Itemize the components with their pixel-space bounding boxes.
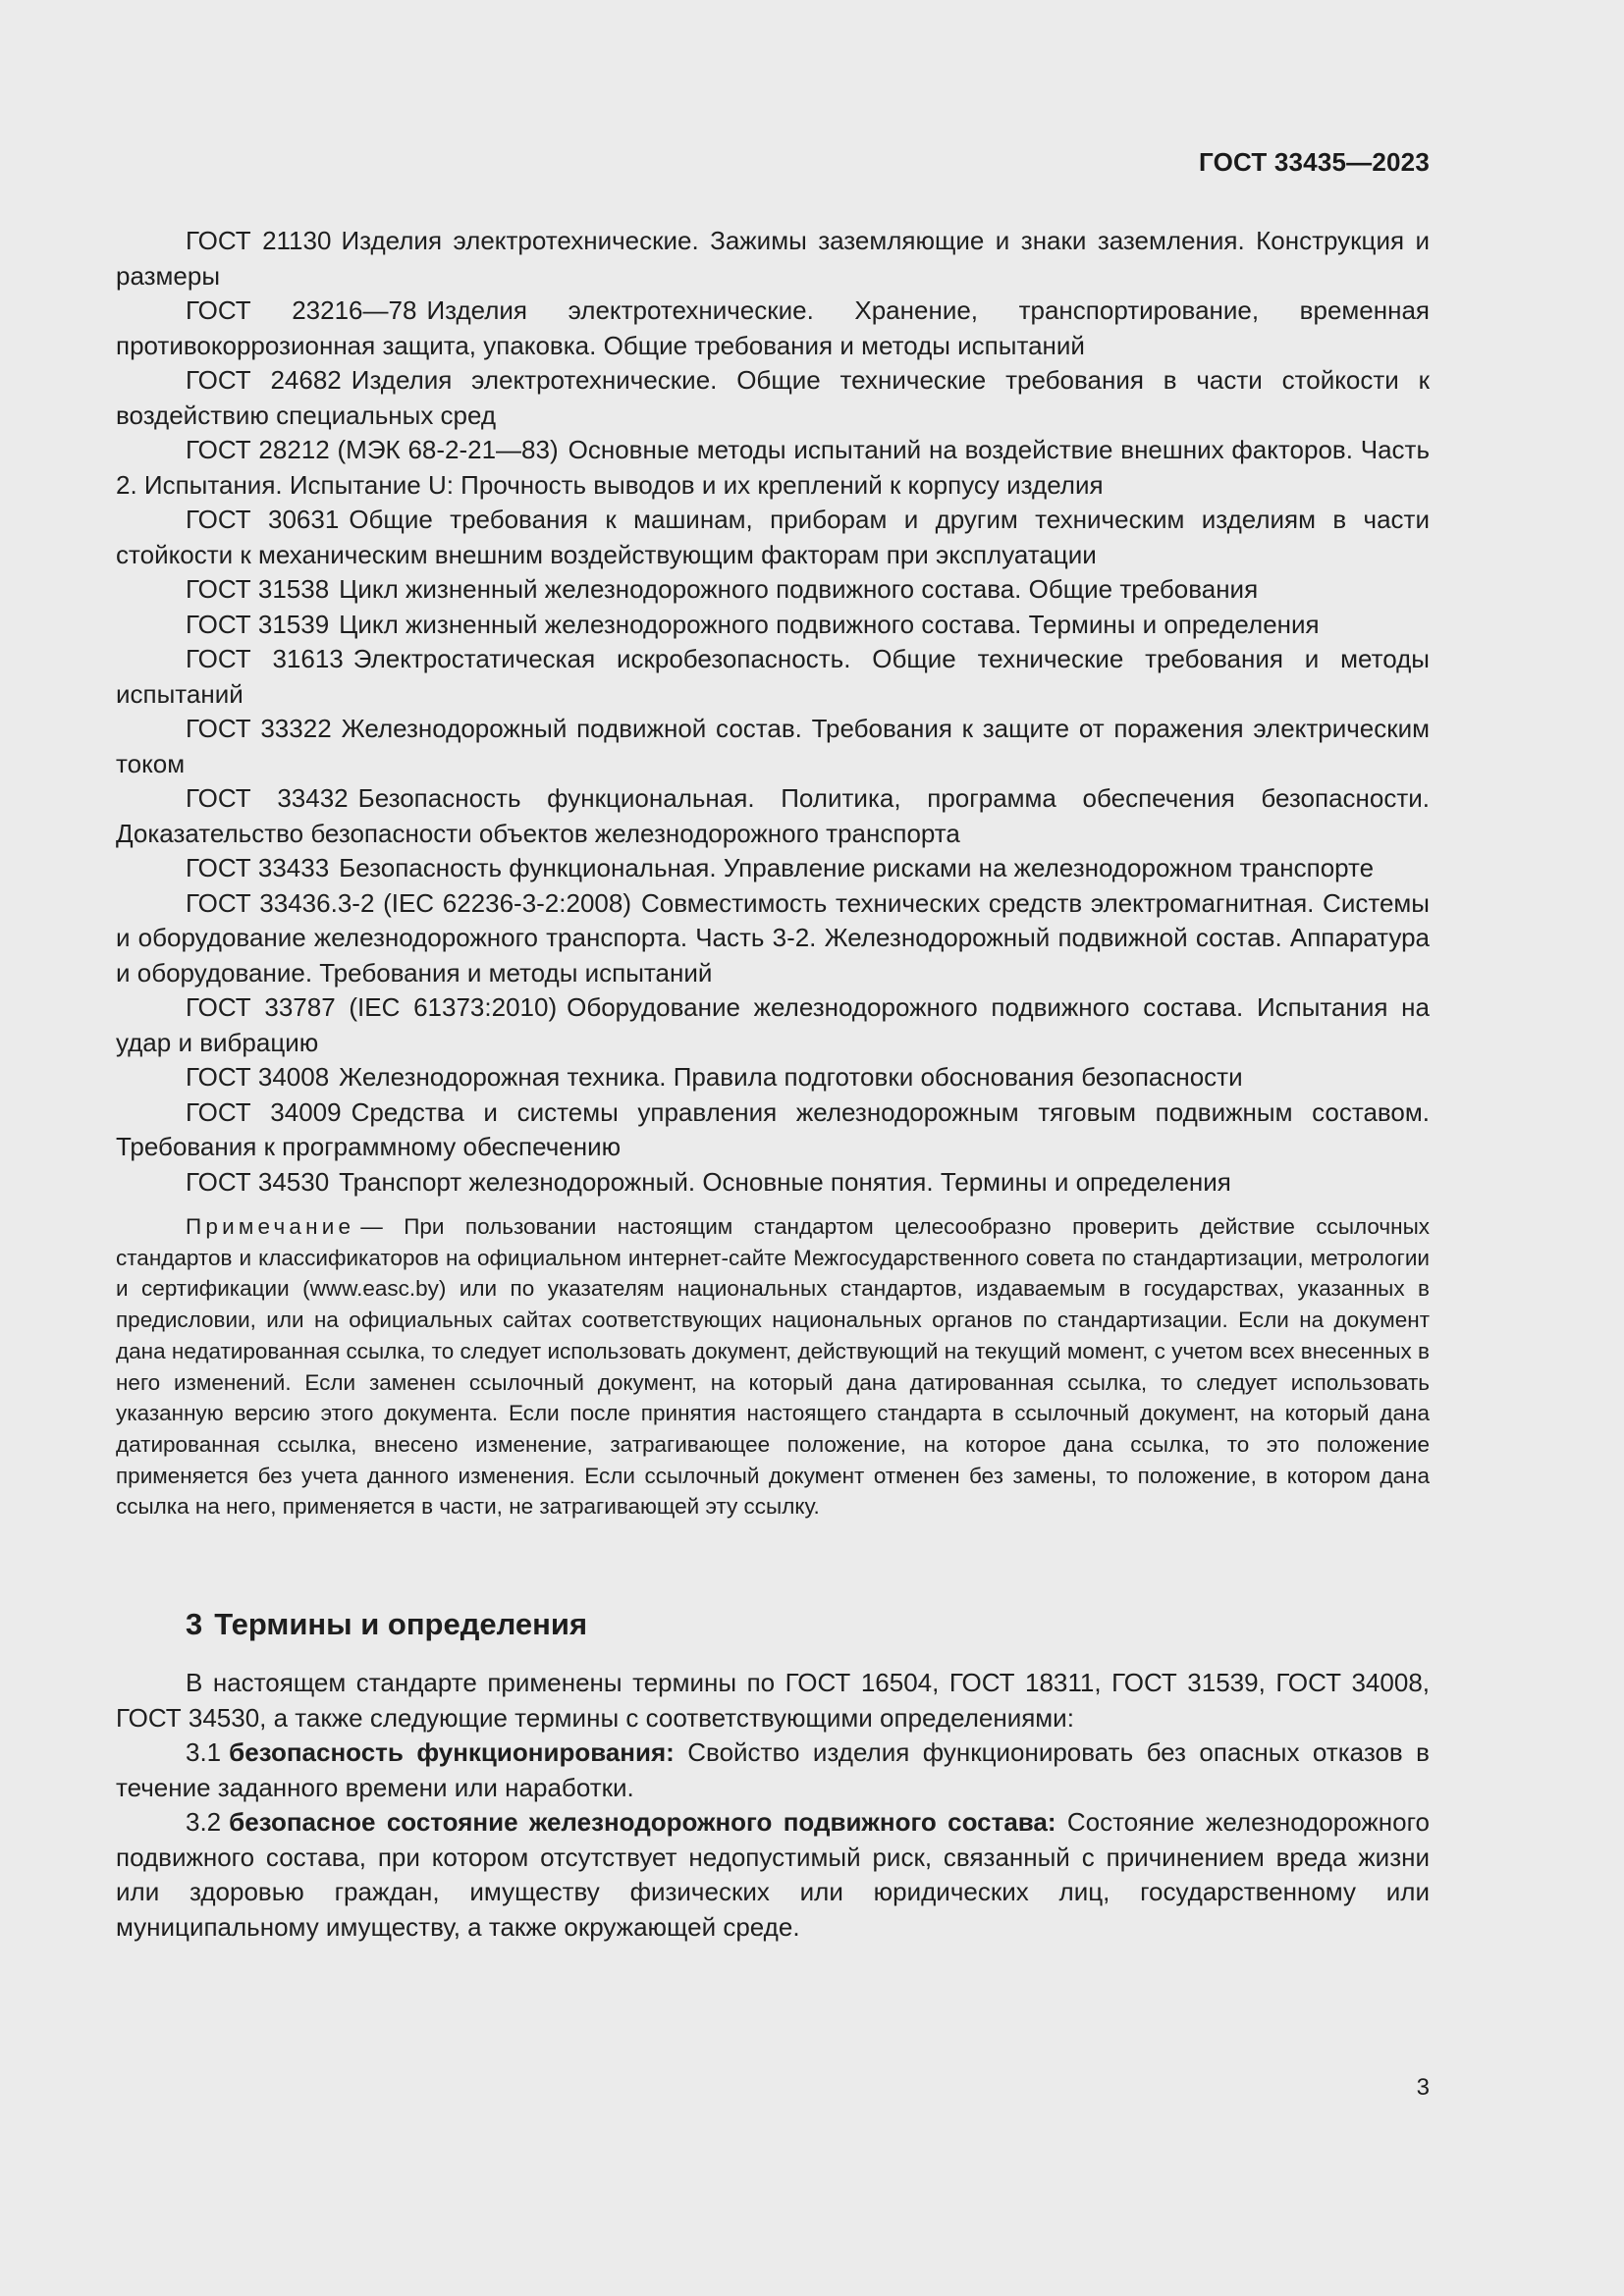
reference-title: Общие требования к машинам, приборам и другим техническим изделиям в части стойкости к механическим внешним воздействующим факторам при эксплуатации <box>116 505 1430 569</box>
reference-code: ГОСТ 33433 <box>186 853 330 882</box>
reference-code: ГОСТ 21130 <box>186 226 332 255</box>
reference-code: ГОСТ 33787 (IEC 61373:2010) <box>186 992 558 1022</box>
reference-title: Средства и системы управления железнодорожным тяговым подвижным составом. Требования к программному обеспечению <box>116 1096 1430 1161</box>
reference-item <box>116 712 1430 781</box>
document-header-id: ГОСТ 33435—2023 <box>1199 147 1430 177</box>
term-number: 3.2 <box>186 1807 222 1838</box>
term-number: 3.1 <box>186 1737 222 1768</box>
reference-item <box>116 1095 1430 1165</box>
reference-item <box>116 1060 1430 1095</box>
section-heading <box>186 1605 1430 1644</box>
reference-code: ГОСТ 34530 <box>186 1166 330 1197</box>
reference-code: ГОСТ 31613 <box>186 644 344 673</box>
section-intro: В настоящем стандарте применены термины по ГОСТ 16504, ГОСТ 18311, ГОСТ 31539, ГОСТ 34008, ГОСТ 34530, а также следующие термины с соответствующими определениями: <box>116 1668 1430 1733</box>
reference-code: ГОСТ 33322 <box>186 714 332 743</box>
reference-code: ГОСТ 34008 <box>186 1062 330 1092</box>
reference-title: Изделия электротехнические. Общие технические требования в части стойкости к воздействию специальных сред <box>116 365 1430 430</box>
reference-code: ГОСТ 24682 <box>186 365 342 395</box>
term-definition-text: Состояние железнодорожного подвижного состава, при котором отсутствует недопустимый риск, связанный с причинением вреда жизни или здоровью граждан, имуществу физических или юридических лиц, государственному или муниципальному имуществу, а также окружающей среде. <box>116 1807 1431 1942</box>
note-label: Примечание <box>186 1214 355 1239</box>
reference-title: Железнодорожная техника. Правила подготовки обоснования безопасности <box>339 1062 1243 1092</box>
reference-title: Изделия электротехнические. Хранение, транспортирование, временная противокоррозионная защита, упаковка. Общие требования и методы испытаний <box>116 295 1430 360</box>
reference-title: Железнодорожный подвижной состав. Требования к защите от поражения электрическим током <box>116 714 1430 778</box>
references-list <box>116 224 1430 1200</box>
reference-code: ГОСТ 28212 (МЭК 68-2-21—83) <box>186 435 559 464</box>
reference-title: Совместимость технических средств электромагнитная. Системы и оборудование железнодорожного транспорта. Часть 3-2. Железнодорожный подвижной состав. Аппаратура и оборудование. Требования и методы испытаний <box>116 887 1430 988</box>
reference-title: Основные методы испытаний на воздействие внешних факторов. Часть 2. Испытания. Испытание U: Прочность выводов и их креплений к корпусу изделия <box>116 435 1430 500</box>
reference-item <box>116 781 1430 851</box>
reference-item <box>116 851 1430 886</box>
page-number: 3 <box>1416 2074 1430 2101</box>
term-definition-text: Свойство изделия функционировать без опасных отказов в течение заданного времени или наработки. <box>116 1737 1430 1802</box>
reference-title: Безопасность функциональная. Управление рисками на железнодорожном транспорте <box>339 853 1375 882</box>
reference-code: ГОСТ 33436.3-2 (IEC 62236-3-2:2008) <box>186 887 631 918</box>
document-body <box>116 224 1430 1945</box>
reference-code: ГОСТ 30631 <box>186 505 340 534</box>
reference-item <box>116 886 1430 991</box>
term-definition <box>116 1805 1430 1945</box>
reference-item <box>116 294 1430 363</box>
reference-item <box>116 1165 1430 1201</box>
reference-code: ГОСТ 23216—78 <box>186 295 417 325</box>
reference-code: ГОСТ 31539 <box>186 609 330 639</box>
term-name: безопасное состояние железнодорожного подвижного состава: <box>229 1807 1056 1838</box>
reference-item <box>116 363 1430 433</box>
reference-item <box>116 433 1430 503</box>
reference-title: Безопасность функциональная. Политика, программа обеспечения безопасности. Доказательство безопасности объектов железнодорожного транспорта <box>116 783 1431 848</box>
reference-title: Электростатическая искробезопасность. Общие технические требования и методы испытаний <box>116 644 1430 709</box>
reference-item <box>116 642 1430 712</box>
reference-item <box>116 224 1430 294</box>
section-title: Термины и определения <box>214 1607 588 1642</box>
term-definition <box>116 1735 1430 1805</box>
references-note <box>116 1211 1430 1522</box>
reference-title: Оборудование железнодорожного подвижного состава. Испытания на удар и вибрацию <box>116 992 1430 1057</box>
reference-item <box>116 503 1430 572</box>
reference-title: Изделия электротехнические. Зажимы заземляющие и знаки заземления. Конструкция и размеры <box>116 226 1431 291</box>
reference-code: ГОСТ 34009 <box>186 1096 342 1127</box>
reference-code: ГОСТ 31538 <box>186 574 330 604</box>
section-number: 3 <box>186 1607 203 1642</box>
note-text: — При пользовании настоящим стандартом целесообразно проверить действие ссылочных стандартов и классификаторов на официальном интернет-сайте Межгосударственного совета по стандартизации, метрологии и сертификации (www.easc.by) или по указателям национальных стандартов, издаваемым в государствах, указанных в предисловии, или на официальных сайтах соответствующих национальных органов по стандартизации. Если на документ дана недатированная ссылка, то следует использовать документ, действующий на текущий момент, с учетом всех внесенных в него изменений. Если заменен ссылочный документ, на который дана датированная ссылка, то следует использовать указанную версию этого документа. Если после принятия настоящего стандарта в ссылочный документ, на который дана датированная ссылка, внесено изменение, затрагивающее положение, на которое дана ссылка, то это положение применяется без учета данного изменения. Если ссылочный документ отменен без замены, то положение, в котором дана ссылка на него, применяется в части, не затрагивающей эту ссылку. <box>116 1214 1430 1520</box>
reference-item <box>116 990 1430 1060</box>
term-name: безопасность функционирования: <box>229 1737 675 1768</box>
reference-item <box>116 608 1430 643</box>
reference-item <box>116 572 1430 608</box>
reference-title: Транспорт железнодорожный. Основные понятия. Термины и определения <box>339 1166 1231 1197</box>
reference-code: ГОСТ 33432 <box>186 783 349 813</box>
reference-title: Цикл жизненный железнодорожного подвижного состава. Общие требования <box>339 574 1259 604</box>
reference-title: Цикл жизненный железнодорожного подвижного состава. Термины и определения <box>339 609 1320 639</box>
